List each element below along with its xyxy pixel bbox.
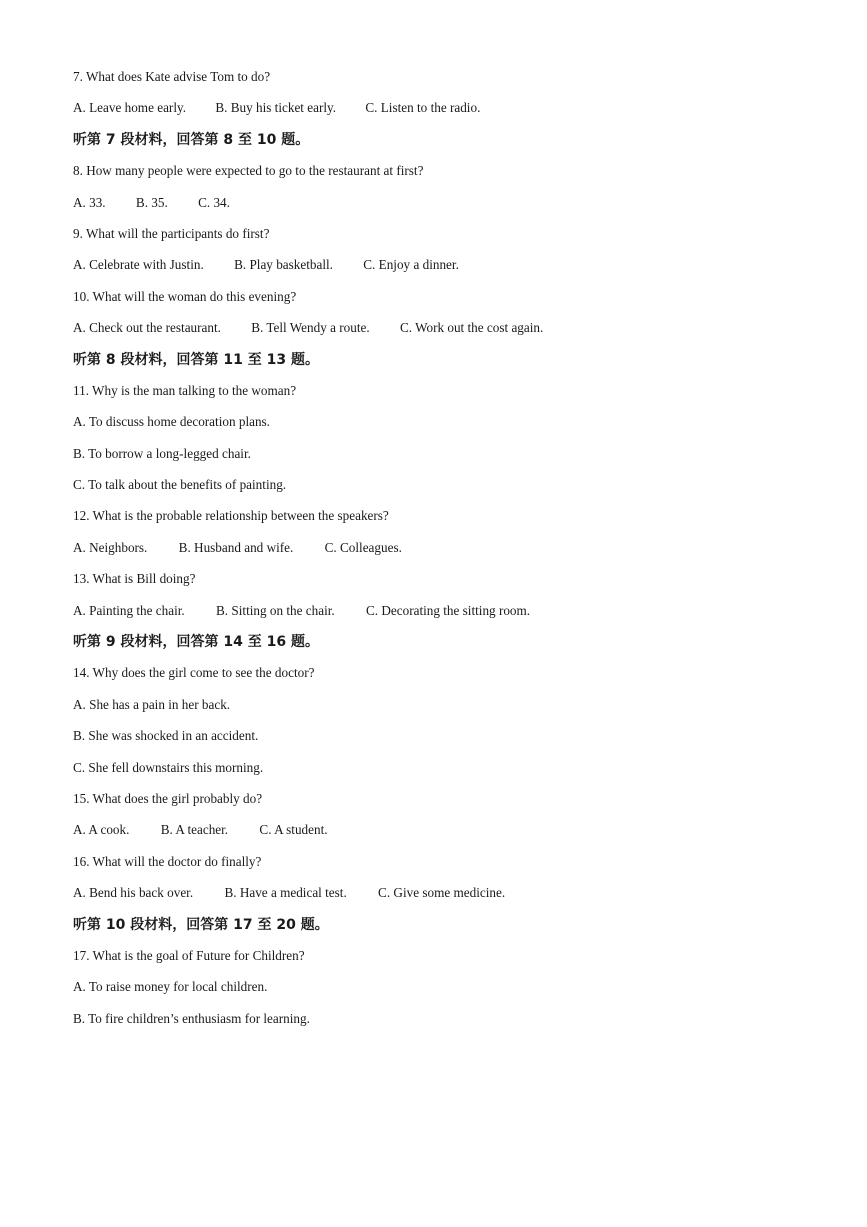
question-17-option-b: B. To fire children’s enthusiasm for learning. [73, 1010, 310, 1026]
question-12: 12. What is the probable relationship between the speakers? [73, 508, 389, 524]
question-16-options [73, 882, 833, 913]
question-8-options [73, 192, 833, 223]
question-12-options [73, 537, 833, 568]
option-c: C. Enjoy a dinner. [363, 257, 459, 273]
option-a: A. Check out the restaurant. [73, 320, 221, 336]
option-b: B. Have a medical test. [224, 885, 347, 901]
option-a: A. Painting the chair. [73, 602, 185, 618]
question-11-option-a: A. To discuss home decoration plans. [73, 414, 270, 430]
question-11-option-c: C. To talk about the benefits of painting. [73, 477, 287, 493]
question-7-options [73, 97, 833, 128]
option-c: C. Decorating the sitting room. [366, 602, 531, 618]
option-a: A. Leave home early. [73, 100, 187, 116]
question-17-option-a: A. To raise money for local children. [73, 979, 268, 995]
option-b: B. A teacher. [160, 822, 229, 838]
section-heading-8: 听第 8 段材料，回答第 11 至 13 题。 [73, 351, 319, 368]
option-b: B. Play basketball. [234, 257, 333, 273]
option-c: C. Work out the cost again. [399, 320, 544, 336]
question-15-options [73, 819, 833, 850]
question-8: 8. How many people were expected to go to the restaurant at first? [73, 163, 424, 179]
section-heading-7: 听第 7 段材料，回答第 8 至 10 题。 [73, 131, 310, 148]
question-9: 9. What will the participants do first? [73, 225, 270, 241]
question-16: 16. What will the doctor do finally? [73, 853, 262, 869]
option-a: A. A cook. [73, 822, 130, 838]
option-c: C. Give some medicine. [378, 885, 506, 901]
question-10-options [73, 317, 833, 348]
option-b: B. 35. [135, 194, 168, 210]
section-heading-10: 听第 10 段材料，回答第 17 至 20 题。 [73, 916, 329, 933]
section-heading-9: 听第 9 段材料，回答第 14 至 16 题。 [73, 634, 319, 651]
option-a: A. Bend his back over. [73, 885, 194, 901]
question-11-option-b: B. To borrow a long-legged chair. [73, 445, 251, 461]
question-11: 11. Why is the man talking to the woman? [73, 382, 297, 398]
question-9-options [73, 254, 833, 285]
option-c: C. Colleagues. [324, 539, 402, 555]
question-14-option-c: C. She fell downstairs this morning. [73, 759, 264, 775]
question-17: 17. What is the goal of Future for Children? [73, 947, 305, 963]
question-7: 7. What does Kate advise Tom to do? [73, 69, 271, 84]
option-c: C. Listen to the radio. [365, 100, 481, 116]
option-c: C. 34. [198, 194, 230, 210]
option-a: A. 33. [73, 194, 106, 210]
question-13: 13. What is Bill doing? [73, 571, 196, 587]
option-b: B. Husband and wife. [178, 539, 294, 555]
option-a: A. Neighbors. [73, 539, 148, 555]
option-a: A. Celebrate with Justin. [73, 257, 204, 273]
question-13-options [73, 600, 833, 631]
question-14: 14. Why does the girl come to see the doctor? [73, 665, 315, 681]
exam-page [73, 66, 833, 1039]
question-14-option-a: A. She has a pain in her back. [73, 696, 231, 712]
question-10: 10. What will the woman do this evening? [73, 288, 297, 304]
question-14-option-b: B. She was shocked in an accident. [73, 728, 259, 744]
option-c: C. A student. [259, 822, 328, 838]
option-b: B. Buy his ticket early. [215, 100, 337, 116]
option-b: B. Tell Wendy a route. [251, 320, 370, 336]
option-b: B. Sitting on the chair. [216, 602, 335, 618]
question-15: 15. What does the girl probably do? [73, 790, 263, 806]
